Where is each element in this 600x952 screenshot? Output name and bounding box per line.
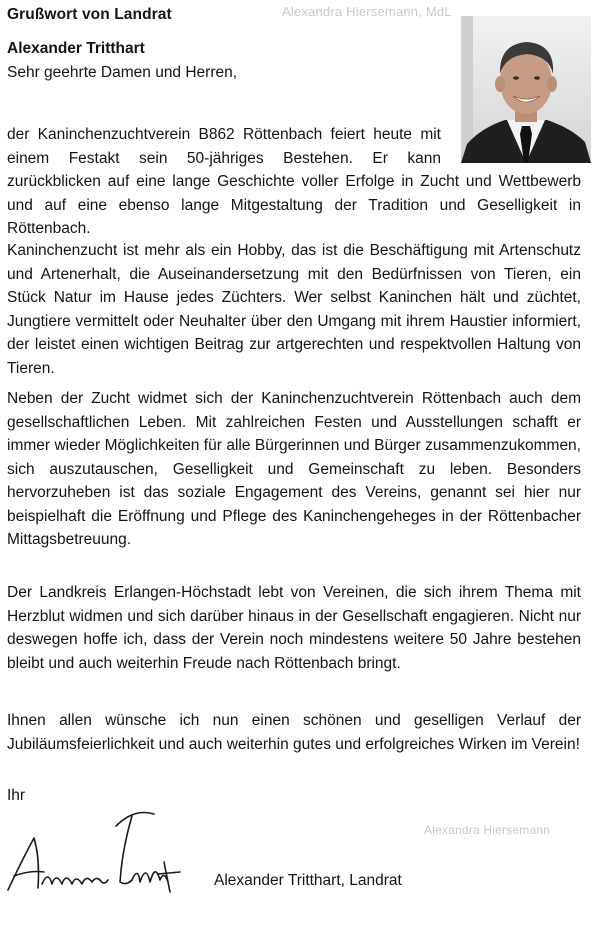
letter-paragraph: Neben der Zucht widmet sich der Kaninchenzuchtverein Röttenbach auch dem gesellschaftlichen Leben. Mit zahlreichen Festen und Ausstellungen schafft er immer wieder Möglichkeiten für alle Bürgerinnen und Bürger zusammenzukommen, sich auszutauschen, Geselligkeit und Gemeinschaft zu leben. Besonders hervorzuheben ist das soziale Engagement des Vereins, genannt sei hier nur beispielhaft die Eröffnung und Pflege des Kaninchengeheges in der Röttenbacher Mittagsbetreuung. xyxy=(7,390,581,548)
bleed-through-text: Alexandra Hiersemann, MdL xyxy=(282,4,452,19)
letter-paragraph: Der Landkreis Erlangen-Höchstadt lebt von Vereinen, die sich ihrem Thema mit Herzblut widmen und sich darüber hinaus in der Gesellschaft engagieren. Nicht nur deswegen hoffe ich, dass der Verein noch mindestens weitere 50 Jahre bestehen bleibt und auch weiterhin Freude nach Röttenbach bringt. xyxy=(7,584,581,672)
signer-name-title: Alexander Tritthart, Landrat xyxy=(214,872,402,889)
letter-paragraph: Ihnen allen wünsche ich nun einen schönen und geselligen Verlauf der Jubiläumsfeierlichkeit und auch weiterhin gutes und erfolgreiches Wirken im Verein! xyxy=(7,712,581,753)
bleed-through-text: Alexandra Hiersemann xyxy=(424,823,551,837)
closing-word: Ihr xyxy=(7,787,26,804)
handwritten-signature xyxy=(4,800,194,905)
page-title: Grußwort von Landrat xyxy=(7,6,172,23)
letter-paragraph: Kaninchenzucht ist mehr als ein Hobby, das ist die Beschäftigung mit Artenschutz und Artenerhalt, die Auseinandersetzung mit den Bedürfnissen von Tieren, ein Stück Natur im Hause jedes Züchters. Wer selbst Kaninchen hält und züchtet, Jungtiere vermittelt oder Neuhalter über den Umgang mit ihrem Haustier informiert, der leistet einen wichtigen Beitrag zur artgerechten und respektvollen Haltung von Tieren. xyxy=(7,242,581,377)
letter-paragraph: der Kaninchenzuchtverein B862 Röttenbach feiert heute mit einem Festakt sein 50-jähriges Bestehen. Er kann zurückblicken auf eine lange Geschichte voller Erfolge in Zucht und Wettbewerb und auf eine ebenso lange Mitgestaltung der Tradition und Geselligkeit in Röttenbach. xyxy=(7,123,581,241)
portrait-float-spacer xyxy=(441,123,581,163)
author-name: Alexander Tritthart xyxy=(7,40,145,57)
salutation: Sehr geehrte Damen und Herren, xyxy=(7,64,238,81)
